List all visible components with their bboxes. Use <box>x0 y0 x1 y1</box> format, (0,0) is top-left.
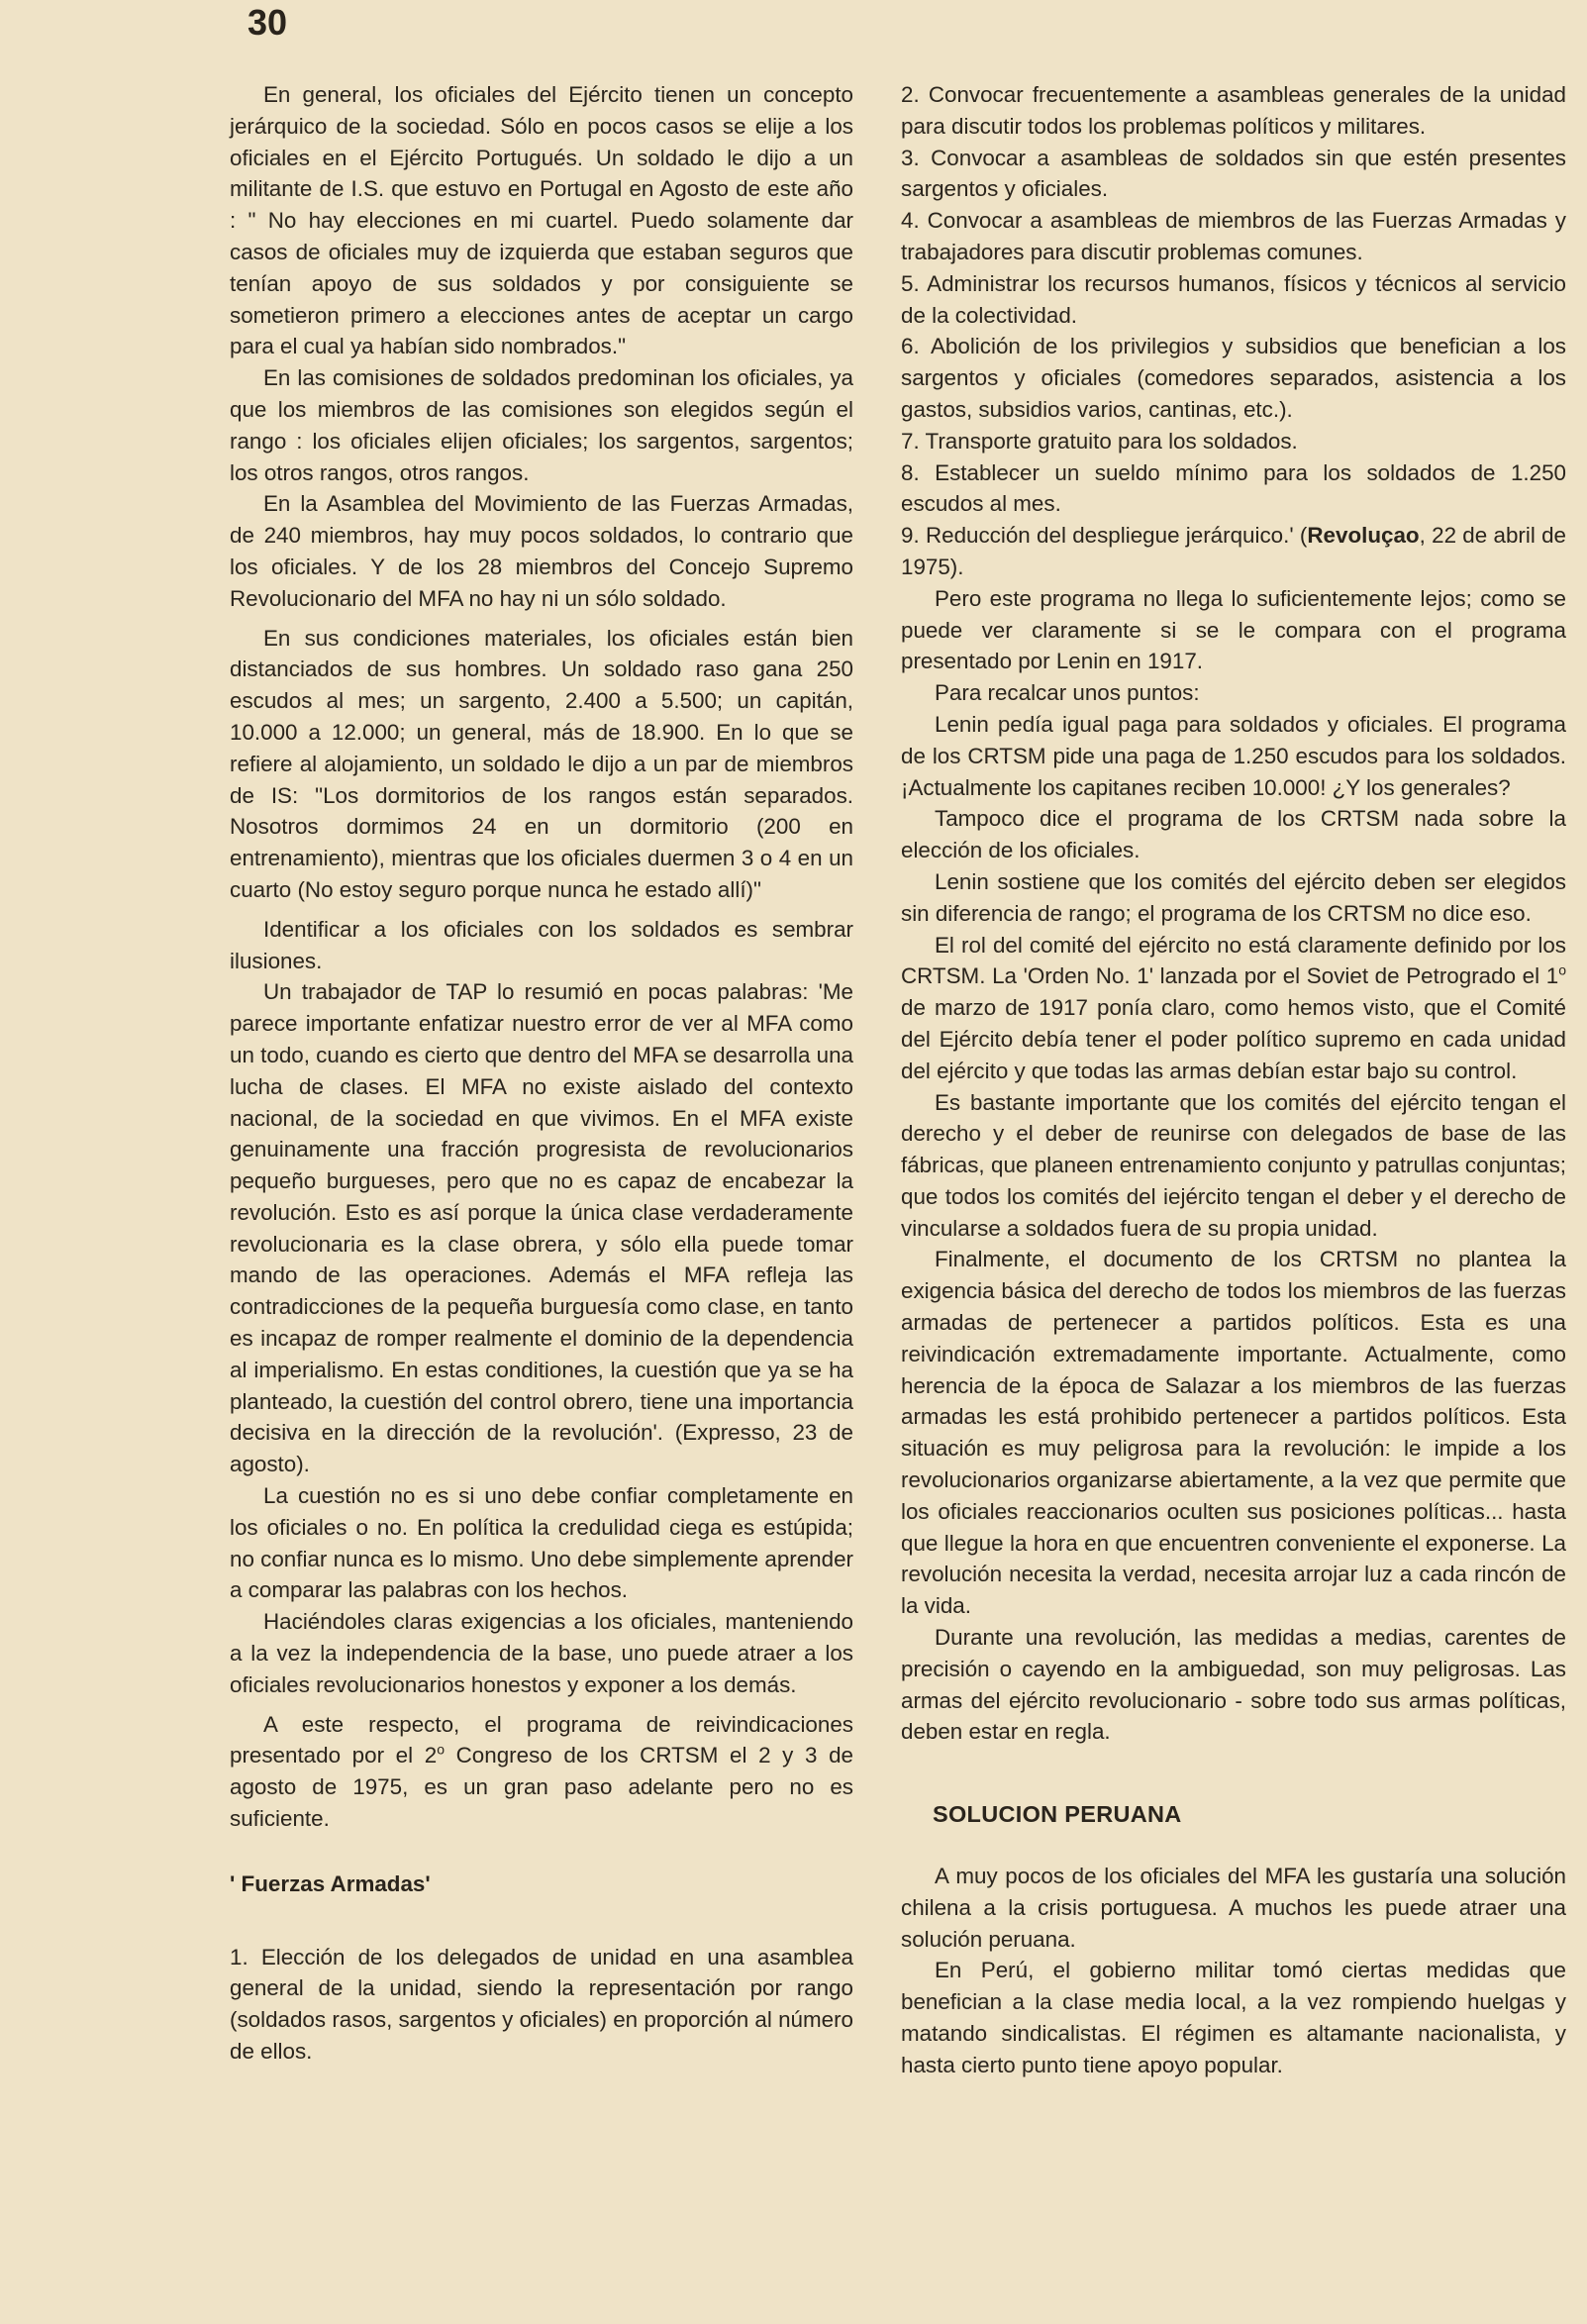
paragraph: En general, los oficiales del Ejército tienen un concepto jerárquico de la sociedad. Sólo en pocos casos se elije a los oficiales en el Ejército Portugués. Un soldado le dijo a un militante de I.S. que estuvo en Portugal en Agosto de este año : " No hay elecciones en mi cuartel. Puedo solamente dar casos de oficiales muy de izquierda que estaban seguros que tenían apoyo de sus soldados y por consiguiente se sometieron primero a elecciones antes de aceptar un cargo para el cual ya habían sido nombrados." <box>230 82 853 359</box>
paragraph: Lenin sostiene que los comités del ejército deben ser elegidos sin diferencia de rango; el programa de los CRTSM no dice eso. <box>901 868 1566 926</box>
paragraph: En la Asamblea del Movimiento de las Fuerzas Armadas, de 240 miembros, hay muy pocos soldados, lo contrario que los oficiales. Y de los 28 miembros del Concejo Supremo Revolucionario del MFA no hay ni un sólo soldado. <box>230 491 853 611</box>
program-intro-before: A este respecto, el programa de reivindicaciones presentado por el 2 <box>230 1711 853 1768</box>
program-item: 5. Administrar los recursos humanos, físicos y técnicos al servicio de la colectividad. <box>901 270 1566 328</box>
section-heading-solucion-peruana: SOLUCION PERUANA <box>933 1801 1182 1828</box>
program-item: 1. Elección de los delegados de unidad en una asamblea general de la unidad, siendo la representación por rango (soldados rasos, sargentos y oficiales) en proporción al número de ellos. <box>230 1944 853 2065</box>
page-number: 30 <box>248 2 288 43</box>
left-column <box>230 79 853 2068</box>
paragraph: A muy pocos de los oficiales del MFA les gustaría una solución chilena a la crisis portuguesa. A muchos les puede atraer una solución peruana. <box>901 1864 1566 1952</box>
paragraph: Para recalcar unos puntos: <box>935 680 1200 706</box>
paragraph: La cuestión no es si uno debe confiar completamente en los oficiales o no. En política la credulidad ciega es estúpida; no confiar nunca es lo mismo. Uno debe simplemente aprender a comparar las palabras con los hechos. <box>230 1483 853 1603</box>
paragraph: Finalmente, el documento de los CRTSM no plantea la exigencia básica del derecho de todos los miembros de las fuerzas armadas de pertenecer a partidos políticos. Esta es una reivindicación extremadamente importante. Actualmente, como herencia de la época de Salazar a los miembros de las fuerzas armadas les está prohibido pertenecer a partidos políticos. Esta situación es muy peligrosa para la revolución: le impide a los revolucionarios organizarse abiertamente, a la vez que permite que los oficiales reaccionarios oculten sus posiciones políticas... hasta que llegue la hora en que encuentren conveniente el exponerse. La revolución necesita la verdad, necesita arrojar luz a cada rincón de la vida. <box>901 1247 1566 1619</box>
program-item: 2. Convocar frecuentemente a asambleas generales de la unidad para discutir todos los problemas políticos y militares. <box>901 82 1566 139</box>
program-intro <box>230 1709 853 1835</box>
ordinal-superscript: o <box>437 1741 445 1758</box>
paragraph: Pero este programa no llega lo suficientemente lejos; como se puede ver claramente si se le compara con el programa presentado por Lenin en 1917. <box>901 585 1566 674</box>
program-item: 4. Convocar a asambleas de miembros de las Fuerzas Armadas y trabajadores para discutir problemas comunes. <box>901 208 1566 264</box>
paragraph: Tampoco dice el programa de los CRTSM nada sobre la elección de los oficiales. <box>901 806 1566 863</box>
fuerzas-armadas-label: ' Fuerzas Armadas' <box>230 1870 431 1896</box>
item9-date: , 22 de abril de 1975). <box>901 523 1566 579</box>
program-intro-after: Congreso de los CRTSM el 2 y 3 de agosto de 1975, es un gran paso adelante pero no es suficiente. <box>230 1743 853 1832</box>
orden-before: El rol del comité del ejército no está claramente definido por los CRTSM. La 'Orden No. 1' lanzada por el Soviet de Petrogrado el 1 <box>901 932 1566 989</box>
item9-text: 9. Reducción del despliegue jerárquico.' ( <box>901 523 1308 549</box>
right-column <box>901 79 1566 2081</box>
paragraph: En Perú, el gobierno militar tomó ciertas medidas que benefician a la clase media local, a la vez rompiendo huelgas y matando sindicalistas. El régimen es altamante nacionalista, y hasta cierto punto tiene apoyo popular. <box>901 1958 1566 2077</box>
paragraph: Lenin pedía igual paga para soldados y oficiales. El programa de los CRTSM pide una paga de 1.250 escudos para los soldados. ¡Actualmente los capitanes reciben 10.000! ¿Y los generales? <box>901 711 1566 800</box>
item9-source: Revoluçao <box>1307 523 1420 549</box>
ordinal-superscript: o <box>1558 961 1566 978</box>
paragraph: En sus condiciones materiales, los oficiales están bien distanciados de sus hombres. Un soldado raso gana 250 escudos al mes; un sargento, 2.400 a 5.500; un capitán, 10.000 a 12.000; un general, más de 18.900. En lo que se refiere al alojamiento, un soldado le dijo a un par de miembros de IS: "Los dormitorios de los rangos están separados. Nosotros dormimos 24 en un dormitorio (200 en entrenamiento), mientras que los oficiales duermen 3 o 4 en un cuarto (No estoy seguro porque nunca he estado allí)" <box>230 625 853 902</box>
paragraph: Haciéndoles claras exigencias a los oficiales, manteniendo a la vez la independencia de la base, uno puede atraer a los oficiales revolucionarios honestos y exponer a los demás. <box>230 1609 853 1697</box>
paragraph: Durante una revolución, las medidas a medias, carentes de precisión o cayendo en la ambiguedad, son muy peligrosas. Las armas del ejército revolucionario - sobre todo sus armas políticas, deben estar en regla. <box>901 1625 1566 1745</box>
paragraph: Identificar a los oficiales con los soldados es sembrar ilusiones. <box>230 916 853 973</box>
program-item: 6. Abolición de los privilegios y subsidios que benefician a los sargentos y oficiales (comedores separados, asistencia a los gastos, subsidios varios, cantinas, etc.). <box>901 334 1566 422</box>
program-item: 3. Convocar a asambleas de soldados sin que estén presentes sargentos y oficiales. <box>901 145 1566 202</box>
program-item: 8. Establecer un sueldo mínimo para los soldados de 1.250 escudos al mes. <box>901 459 1566 517</box>
paragraph: Un trabajador de TAP lo resumió en pocas palabras: 'Me parece importante enfatizar nuestro error de ver al MFA como un todo, cuando es cierto que dentro del MFA se desarrolla una lucha de clases. El MFA no existe aislado del contexto nacional, de la sociedad en que vivimos. En el MFA existe genuinamente una fracción progresista de revolucionarios pequeño burgueses, pero que no es capaz de encabezar la revolución. Esto es así porque la única clase verdaderamente revolucionaria es la clase obrera, y sólo ella puede tomar mando de las operaciones. Además el MFA refleja las contradicciones de la pequeña burguesía como clase, en tanto es incapaz de romper realmente el dominio de la dependencia al imperialismo. En estas conditiones, la cuestión que ya se ha planteado, la cuestión del control obrero, tiene una importancia decisiva en la dirección de la revolución'. (Expresso, 23 de agosto). <box>230 979 853 1477</box>
program-item-9 <box>901 520 1566 583</box>
program-item: 7. Transporte gratuito para los soldados. <box>901 428 1298 454</box>
orden-paragraph <box>901 930 1566 1087</box>
paragraph: Es bastante importante que los comités del ejército tengan el derecho y el deber de reunirse con delegados de base de las fábricas, que planeen entrenamiento conjunto y patrullas conjuntas; que todos los comités del iejército tengan el deber y el derecho de vincularse a soldados fuera de su propia unidad. <box>901 1089 1566 1241</box>
paragraph: En las comisiones de soldados predominan los oficiales, ya que los miembros de las comisiones son elegidos según el rango : los oficiales elijen oficiales; los sargentos, sargentos; los otros rangos, otros rangos. <box>230 365 853 485</box>
orden-after: de marzo de 1917 ponía claro, como hemos visto, que el Comité del Ejército debía tener el poder político supremo en cada unidad del ejército y que todas las armas debían estar bajo su control. <box>901 995 1566 1083</box>
